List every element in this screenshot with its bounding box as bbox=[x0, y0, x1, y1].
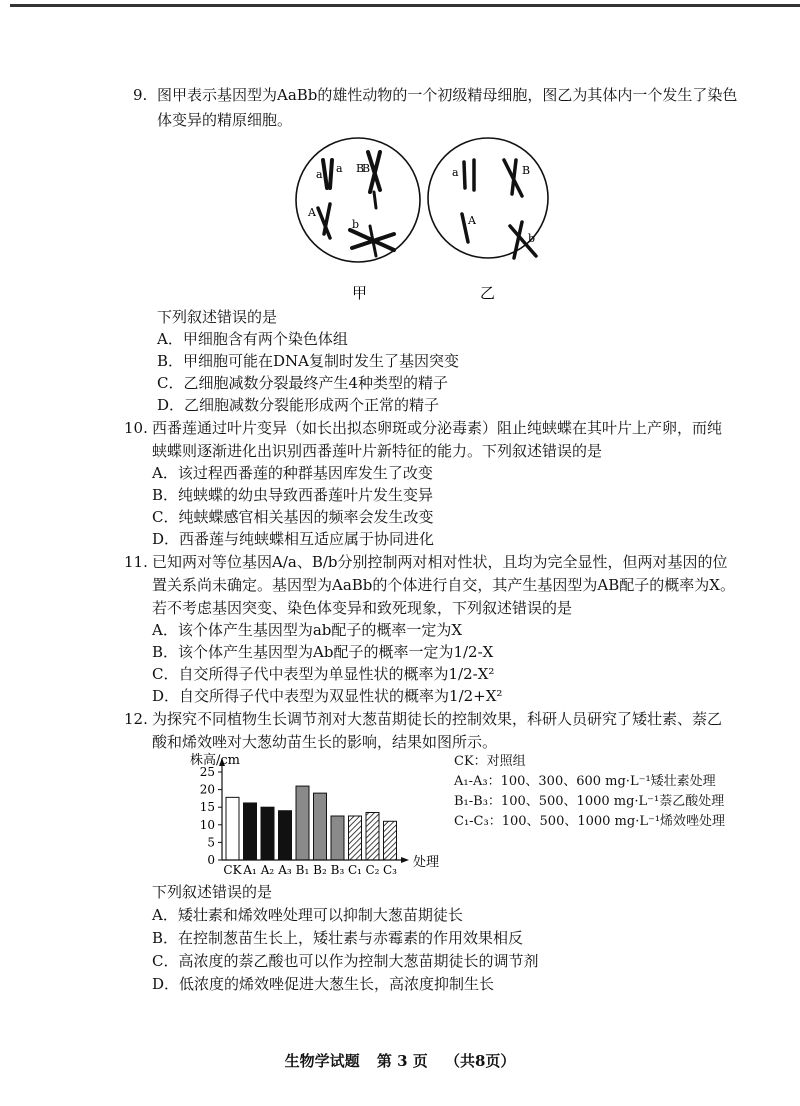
q11-number: 11. bbox=[124, 553, 148, 571]
q10-option-b: B．纯蛱蝶的幼虫导致西番莲叶片发生变异 bbox=[152, 486, 434, 504]
y-tick-label: 20 bbox=[199, 782, 215, 797]
q9-stem-line2: 体变异的精原细胞。 bbox=[157, 111, 293, 129]
scan-top-border bbox=[10, 4, 800, 7]
label-B: B bbox=[356, 162, 365, 175]
svg-text:A: A bbox=[468, 214, 476, 227]
bar-9 bbox=[384, 821, 397, 860]
y-tick-label: 15 bbox=[199, 800, 215, 815]
q11-stem-line1: 已知两对等位基因A/a、B/b分别控制两对相对性状，且均为完全显性，但两对基因的位 bbox=[152, 553, 728, 571]
q9-number: 9. bbox=[133, 86, 148, 104]
q10-stem-line2: 蛱蝶则逐渐进化出识别西番莲叶片新特征的能力。下列叙述错误的是 bbox=[152, 442, 603, 460]
bar-5 bbox=[314, 793, 327, 860]
jia-chromosome-pair-B bbox=[368, 152, 380, 208]
q9-option-a: A．甲细胞含有两个染色体组 bbox=[157, 330, 348, 348]
q11-option-b: B．该个体产生基因型为Ab配子的概率一定为1/2-X bbox=[152, 643, 494, 661]
legend-a: A₁-A₃：100、300、600 mg·L⁻¹矮壮素处理 bbox=[454, 774, 716, 789]
label-A: A bbox=[308, 206, 316, 219]
label-a1: a bbox=[316, 168, 323, 181]
x-tick-label: A₁ bbox=[243, 863, 257, 877]
x-tick-label: A₃ bbox=[278, 863, 292, 877]
q9-stem-line1: 图甲表示基因型为AaBb的雄性动物的一个初级精母细胞，图乙为其体内一个发生了染色 bbox=[157, 86, 738, 104]
page-footer bbox=[0, 1050, 800, 1071]
bar-0 bbox=[226, 797, 239, 860]
svg-text:a: a bbox=[452, 166, 459, 179]
q12-stem-line1: 为探究不同植物生长调节剂对大葱苗期徒长的控制效果，科研人员研究了矮壮素、萘乙 bbox=[152, 710, 723, 728]
label-b: b bbox=[352, 218, 360, 231]
q10-option-c: C．纯蛱蝶感官相关基因的频率会发生改变 bbox=[152, 508, 434, 526]
footer-total: （共8页） bbox=[444, 1052, 516, 1070]
q10-option-d: D．西番莲与纯蛱蝶相互适应属于协同进化 bbox=[152, 530, 435, 548]
bar-4 bbox=[296, 786, 309, 860]
x-tick-label: C₃ bbox=[383, 863, 397, 877]
q9-option-b: B．甲细胞可能在DNA复制时发生了基因突变 bbox=[157, 352, 460, 370]
svg-text:B: B bbox=[522, 164, 531, 177]
bar-8 bbox=[366, 812, 379, 860]
bar-7 bbox=[349, 816, 362, 860]
q11-option-d: D．自交所得子代中表型为双显性状的概率为1/2+X² bbox=[152, 687, 503, 705]
q9-prompt: 下列叙述错误的是 bbox=[157, 308, 278, 326]
q12-option-c: C．高浓度的萘乙酸也可以作为控制大葱苗期徒长的调节剂 bbox=[152, 952, 539, 970]
label-B2: B bbox=[362, 162, 371, 175]
q12-option-d: D．低浓度的烯效唑促进大葱生长，高浓度抑制生长 bbox=[152, 975, 495, 993]
q12-option-b: B．在控制葱苗生长上，矮壮素与赤霉素的作用效果相反 bbox=[152, 929, 524, 947]
q9-option-d: D．乙细胞减数分裂能形成两个正常的精子 bbox=[157, 396, 440, 414]
x-tick-label: CK bbox=[223, 863, 242, 877]
y-tick-label: 0 bbox=[207, 853, 215, 867]
fig-label-yi: 乙 bbox=[480, 284, 496, 302]
footer-page: 第 3 页 bbox=[376, 1052, 428, 1070]
legend-c: C₁-C₃：100、500、1000 mg·L⁻¹烯效唑处理 bbox=[454, 814, 726, 829]
y-tick-label: 5 bbox=[207, 835, 215, 850]
x-tick-label: B₃ bbox=[330, 863, 345, 877]
y-tick-label: 10 bbox=[199, 817, 215, 832]
label-a2: a bbox=[336, 162, 343, 175]
bar-1 bbox=[244, 803, 257, 860]
jia-chromosome-pair-a bbox=[323, 160, 332, 188]
q9-cell-figure bbox=[290, 130, 560, 310]
q10-stem-line1: 西番莲通过叶片变异（如长出拟态卵斑或分泌毒素）阻止纯蛱蝶在其叶片上产卵，而纯 bbox=[152, 419, 723, 437]
legend-ck: CK：对照组 bbox=[454, 754, 526, 769]
q11-stem-line3: 若不考虑基因突变、染色体变异和致死现象，下列叙述错误的是 bbox=[152, 599, 573, 617]
q11-stem-line2: 置关系尚未确定。基因型为AaBb的个体进行自交，其产生基因型为AB配子的概率为X。 bbox=[152, 576, 735, 594]
q12-bar-chart bbox=[180, 752, 460, 877]
y-axis-label: 株高/cm bbox=[190, 753, 240, 768]
fig-label-jia: 甲 bbox=[352, 284, 368, 302]
q12-stem-line2: 酸和烯效唑对大葱幼苗生长的影响，结果如图所示。 bbox=[152, 733, 498, 751]
q11-option-c: C．自交所得子代中表型为单显性状的概率为1/2-X² bbox=[152, 665, 495, 683]
svg-text:b: b bbox=[528, 232, 536, 245]
x-tick-label: B₂ bbox=[313, 863, 327, 877]
q12-option-a: A．矮壮素和烯效唑处理可以抑制大葱苗期徒长 bbox=[152, 906, 463, 924]
bar-2 bbox=[261, 807, 274, 860]
q12-number: 12. bbox=[124, 710, 148, 728]
q12-prompt: 下列叙述错误的是 bbox=[152, 883, 273, 901]
jia-chromosome-pair-A bbox=[318, 204, 330, 238]
cell-jia-membrane bbox=[296, 138, 420, 262]
x-tick-label: C₁ bbox=[348, 863, 362, 877]
x-axis-label: 处理 bbox=[413, 855, 440, 870]
q9-option-c: C．乙细胞减数分裂最终产生4种类型的精子 bbox=[157, 374, 449, 392]
legend-b: B₁-B₃：100、500、1000 mg·L⁻¹萘乙酸处理 bbox=[454, 794, 725, 809]
y-tick-label: 25 bbox=[199, 765, 215, 779]
x-tick-label: A₂ bbox=[260, 863, 275, 877]
footer-subject: 生物学试题 bbox=[284, 1052, 360, 1070]
x-axis-arrow bbox=[401, 857, 409, 863]
x-tick-label: B₁ bbox=[295, 863, 310, 877]
x-tick-label: C₂ bbox=[365, 863, 380, 877]
q10-option-a: A．该过程西番莲的种群基因库发生了改变 bbox=[152, 464, 433, 482]
q10-number: 10. bbox=[124, 419, 148, 437]
bar-3 bbox=[279, 811, 292, 860]
bar-6 bbox=[331, 816, 344, 860]
q11-option-a: A．该个体产生基因型为ab配子的概率一定为X bbox=[152, 621, 463, 639]
